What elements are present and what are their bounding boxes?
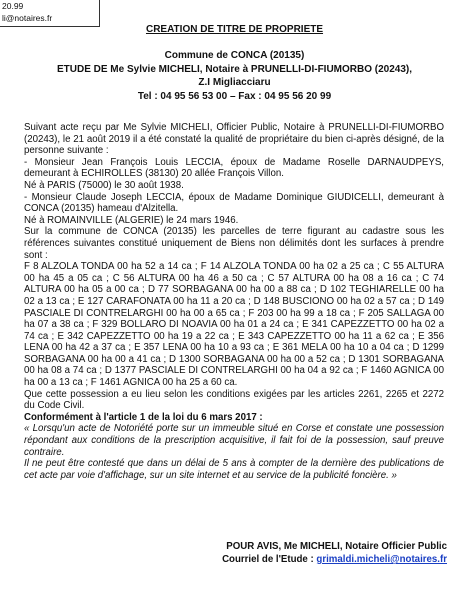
law-quote-1: « Lorsqu'un acte de Notoriété porte sur un immeuble situé en Corse et constate une possession répondant aux conditions de la prescription acquisitive, il fait foi de la possession, sauf preuve contraire. xyxy=(24,423,444,458)
email-link[interactable]: grimaldi.micheli@notaires.fr xyxy=(316,554,447,565)
article-heading: Conformément à l'article 1 de la loi du 6 mars 2017 : xyxy=(24,411,263,423)
office-commune: Commune de CONCA (20135) xyxy=(164,50,305,61)
parcels-list: F 8 ALZOLA TONDA 00 ha 52 a 14 ca ; F 14 ALZOLA TONDA 00 ha 02 a 25 ca ; C 55 ALTURA 00 ha 45 a 05 ca ; C 56 ALTURA 00 ha 46 a 50 ca ; C 57 ALTURA 00 ha 08 a 16 ca ; C 74 ALTURA 00 ha 05 a 00 ca ; D 77 SORBAGANA 00 ha 00 a 88 ca ; D 102 TEGHIARELLE 00 ha 02 a 13 ca ; E 127 CARAFONATA 00 ha 11 a 20 ca ; D 148 BUSCIONO 00 ha 02 a 57 ca ; D 149 PASCIALE DI CONTRELARGHI 00 ha 00 a 65 ca ; F 203 00 ha 99 a 18 ca ; F 205 SALLAGA 00 ha 07 a 38 ca ; F 329 BOLLARO DI NOAVIA 00 ha 01 a 24 ca ; E 341 CAPEZZETTO 00 ha 02 a 74 ca ; E 342 CAPEZZETTO 00 ha 19 a 22 ca ; E 343 CAPEZZETTO 00 ha 11 a 62 ca ; E 356 LENA 00 ha 42 a 37 ca ; E 357 LENA 00 ha 10 a 93 ca ; E 361 MELA 00 ha 10 a 04 ca ; D 1299 SORBAGANA 00 ha 00 a 41 ca ; D 1300 SORBAGANA 00 ha 00 a 52 ca ; D 1301 SORBAGANA 00 ha 08 a 74 ca ; D 1377 PASCIALE DI CONTRELARGHI 00 ha 04 a 92 ca ; F 1460 AGNICA 00 ha 00 a 13 ca ; F 1461 AGNICA 00 ha 25 a 60 ca. xyxy=(24,261,444,389)
owner-1-residence: - Monsieur Jean François Louis LECCIA, époux de Madame Roselle DARNAUDPEYS, demeurant à ECHIROLLES (38130) 20 allée François Villon. xyxy=(24,156,444,180)
office-zi: Z.I Migliacciaru xyxy=(198,77,271,88)
signature-block xyxy=(222,540,447,566)
document-title: CREATION DE TITRE DE PROPRIETE xyxy=(145,24,324,35)
office-tel: Tel : 04 95 56 53 00 – Fax : 04 95 56 20 99 xyxy=(137,90,332,102)
document-body xyxy=(24,122,444,481)
contact-label: Courriel de l'Etude : xyxy=(222,554,317,565)
owner-1-birth: Né à PARIS (75000) le 30 août 1938. xyxy=(24,179,184,191)
possession-paragraph: Que cette possession a eu lieu selon les conditions exigées par les articles 2261, 2265 et 2272 du Code Civil. xyxy=(24,388,444,412)
header-fax-fragment: 20.99 xyxy=(2,1,24,11)
office-block xyxy=(0,49,469,103)
header-fragment-box xyxy=(0,0,100,27)
law-quote-2: Il ne peut être contesté que dans un délai de 5 ans à compter de la dernière des publications de cet acte par voie d'affichage, sur un site internet et au service de la publicité foncière. » xyxy=(24,458,444,481)
intro-paragraph: Suivant acte reçu par Me Sylvie MICHELI, Officier Public, Notaire à PRUNELLI-DI-FIUMORBO (20243), le 21 août 2019 il a été constaté la qualité de propriétaire du bien ci-après désigné, de la personne suivante : xyxy=(24,122,444,157)
parcels-intro: Sur la commune de CONCA (20135) les parcelles de terre figurant au cadastre sous les références suivantes constitué uniquement de Biens non délimités dont les surfaces à prendre sont : xyxy=(24,226,444,261)
signature-line: POUR AVIS, Me MICHELI, Notaire Officier Public xyxy=(226,541,447,552)
owner-2-residence: - Monsieur Claude Joseph LECCIA, époux de Madame Dominique GIUDICELLI, demeurant à CONCA (20135) hameau d'Alzitella. xyxy=(24,191,444,215)
header-email-fragment: li@notaires.fr xyxy=(2,13,53,23)
owner-2-birth: Né à ROMAINVILLE (ALGERIE) le 24 mars 1946. xyxy=(24,214,239,226)
office-etude: ETUDE DE Me Sylvie MICHELI, Notaire à PRUNELLI-DI-FIUMORBO (20243), xyxy=(56,63,413,75)
contact-line xyxy=(222,553,447,566)
